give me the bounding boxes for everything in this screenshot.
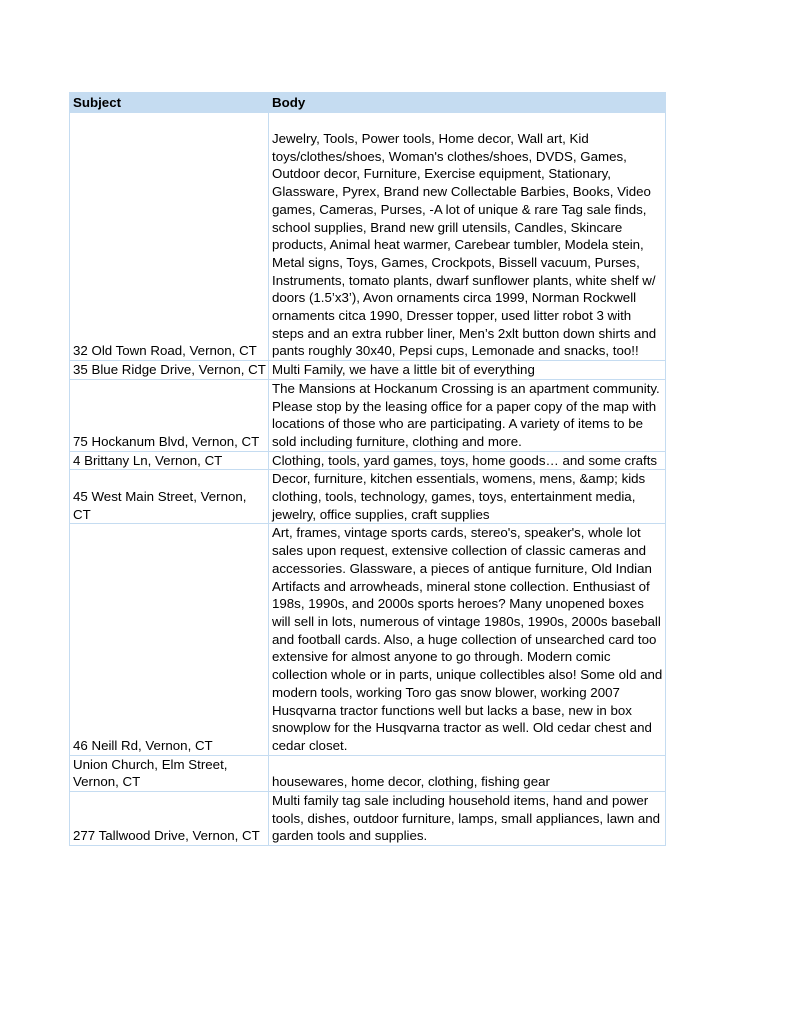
table-row: [70, 361, 666, 380]
subject-cell: 46 Neill Rd, Vernon, CT: [70, 524, 269, 755]
table-row: [70, 470, 666, 524]
table-row: [70, 379, 666, 451]
table-row: [70, 755, 666, 791]
body-cell: The Mansions at Hockanum Crossing is an apartment community. Please stop by the leasing office for a paper copy of the map with locations of those who are participating. A variety of items to be sold including furniture, clothing and more.: [269, 379, 666, 451]
header-row: [70, 93, 666, 113]
table-row: [70, 451, 666, 470]
body-cell: Decor, furniture, kitchen essentials, womens, mens, &amp; kids clothing, tools, technology, games, toys, entertainment media, jewelry, office supplies, craft supplies: [269, 470, 666, 524]
body-column-header: Body: [269, 93, 666, 113]
subject-cell: 35 Blue Ridge Drive, Vernon, CT: [70, 361, 269, 380]
table-row: [70, 113, 666, 361]
subject-column-header: Subject: [70, 93, 269, 113]
subject-cell: 32 Old Town Road, Vernon, CT: [70, 113, 269, 361]
body-cell: Multi family tag sale including household items, hand and power tools, dishes, outdoor furniture, lamps, small appliances, lawn and garden tools and supplies.: [269, 792, 666, 846]
body-cell: Jewelry, Tools, Power tools, Home decor, Wall art, Kid toys/clothes/shoes, Woman's clothes/shoes, DVDS, Games, Outdoor decor, Furniture, Exercise equipment, Stationary, Glassware, Pyrex, Brand new Collectable Barbies, Books, Video games, Cameras, Purses, -A lot of unique & rare Tag sale finds, school supplies, Brand new grill utensils, Candles, Skincare products, Animal heat warmer, Carebear tumbler, Modela stein, Metal signs, Toys, Games, Crockpots, Bissell vacuum, Purses, Instruments, tomato plants, dwarf sunflower plants, white shelf w/ doors (1.5’x3’), Avon ornaments circa 1999, Norman Rockwell ornaments citca 1990, Dresser topper, used litter robot 3 with steps and an extra rubber liner, Men’s 2xlt button down shirts and pants roughly 30x40, Pepsi cups, Lemonade and snacks, too!!: [269, 113, 666, 361]
body-cell: Multi Family, we have a little bit of everything: [269, 361, 666, 380]
subject-cell: 75 Hockanum Blvd, Vernon, CT: [70, 379, 269, 451]
tag-sale-table: [69, 92, 666, 846]
body-cell: Clothing, tools, yard games, toys, home goods… and some crafts: [269, 451, 666, 470]
subject-cell: Union Church, Elm Street, Vernon, CT: [70, 755, 269, 791]
body-cell: housewares, home decor, clothing, fishing gear: [269, 755, 666, 791]
table-row: [70, 792, 666, 846]
table-row: [70, 524, 666, 755]
subject-cell: 277 Tallwood Drive, Vernon, CT: [70, 792, 269, 846]
body-cell: Art, frames, vintage sports cards, stereo's, speaker's, whole lot sales upon request, extensive collection of classic cameras and accessories. Glassware, a pieces of antique furniture, Old Indian Artifacts and arrowheads, mineral stone collection. Enthusiast of 198s, 1990s, and 2000s sports heroes? Many unopened boxes will sell in lots, numerous of vintage 1980s, 1990s, 2000s baseball and football cards. Also, a huge collection of unsearched card too extensive for almost anyone to go through. Modern comic collection whole or in parts, unique collectibles also! Some old and modern tools, working Toro gas snow blower, working 2007 Husqvarna tractor functions well but lacks a base, new in box snowplow for the Husqvarna tractor as well. Old cedar chest and cedar closet.: [269, 524, 666, 755]
subject-cell: 4 Brittany Ln, Vernon, CT: [70, 451, 269, 470]
subject-cell: 45 West Main Street, Vernon, CT: [70, 470, 269, 524]
